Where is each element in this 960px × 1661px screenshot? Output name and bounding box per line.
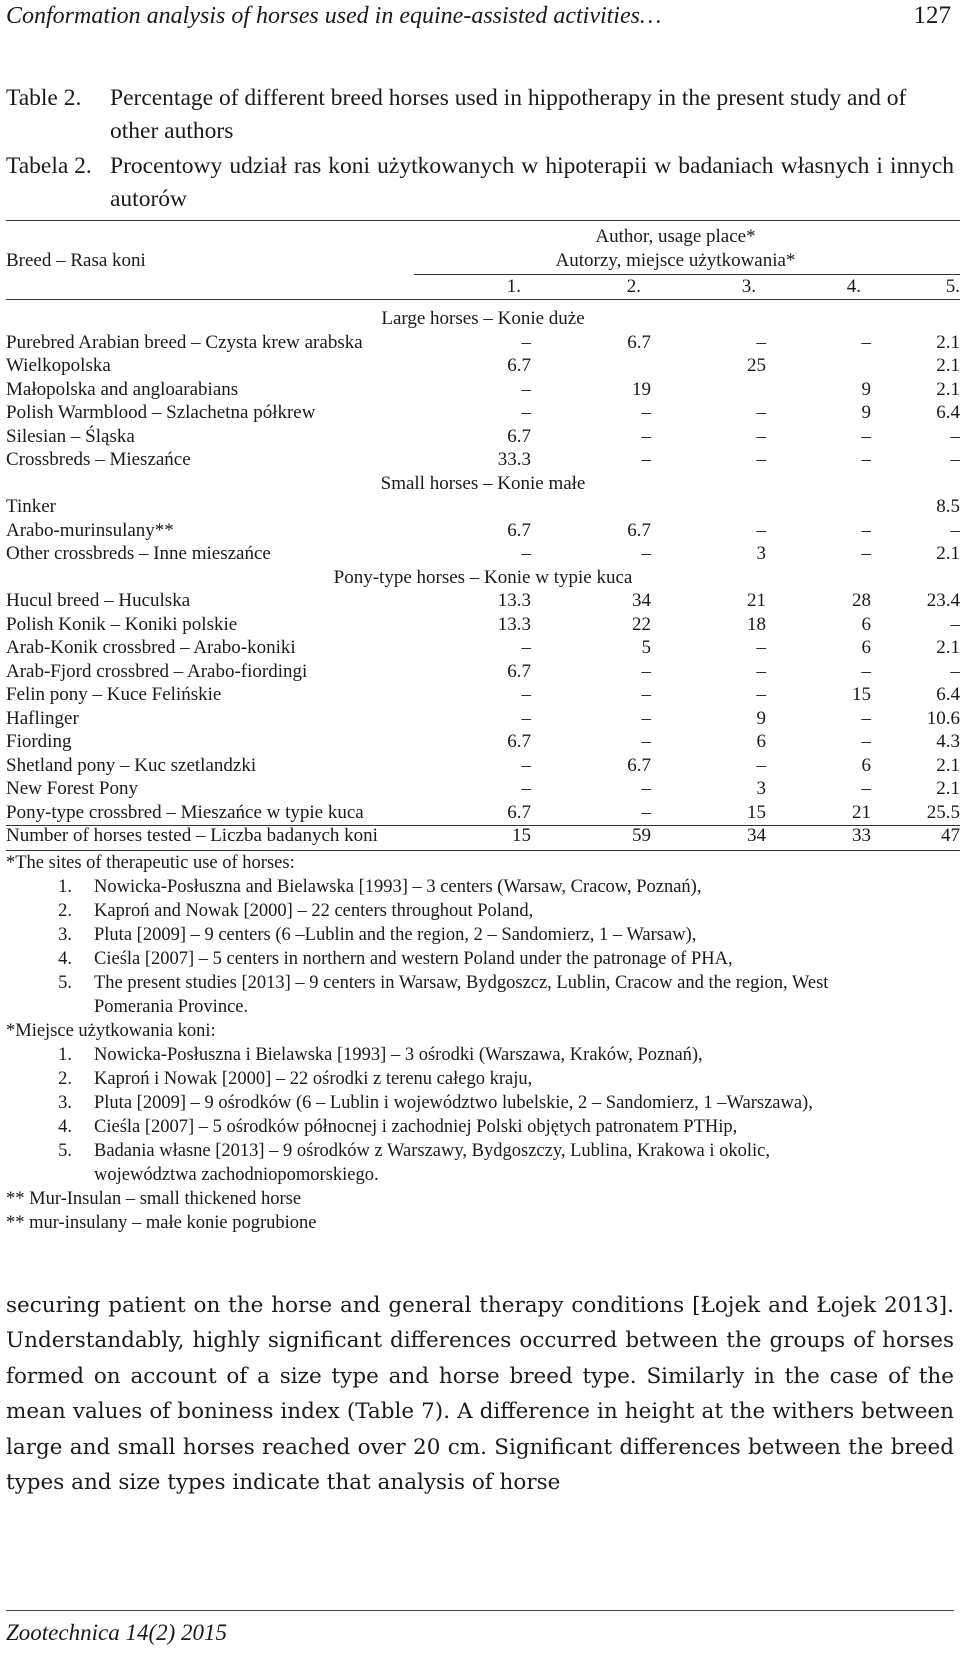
- breed-name: Purebred Arabian breed – Czysta krew arabska: [6, 331, 363, 353]
- table-cell-col2: –: [641, 543, 651, 564]
- table-cell-col3: 3: [756, 778, 766, 799]
- breed-name: Arab-Fjord crossbred – Arabo-fiordingi: [6, 660, 308, 682]
- table-cell-col4: 33: [852, 825, 871, 846]
- footnote-item: [6, 1091, 960, 1115]
- table-cell-col5: 6.4: [936, 402, 960, 423]
- running-header: [6, 2, 951, 38]
- table-cell-col1: 13.3: [497, 590, 531, 611]
- author-header-en: Author, usage place*: [595, 226, 756, 247]
- table-cell-col5: –: [950, 613, 960, 635]
- table-cell-col3: 3: [756, 543, 766, 564]
- table-cell-col5: 47: [941, 825, 960, 846]
- section-label: Large horses – Konie duże: [381, 308, 585, 329]
- table-cell-col1: 15: [512, 825, 531, 846]
- breed-name: Shetland pony – Kuc szetlandzki: [6, 754, 257, 776]
- table-cell-col5: 6.4: [936, 684, 960, 705]
- footnote-item: [6, 1139, 960, 1187]
- table-cell-col2: –: [641, 449, 651, 470]
- table-cell-col3: –: [756, 519, 766, 541]
- author-header-pl: Autorzy, miejsce użytkowania*: [555, 250, 796, 271]
- column-number-5: 5.: [945, 276, 960, 297]
- footnote-item-text: Badania własne [2013] – 9 ośrodków z Warszawy, Bydgoszczy, Lublina, Krakowa i okolic, województwa zachodniopomorskiego.: [94, 1141, 770, 1185]
- breed-name: Hucul breed – Huculska: [6, 590, 191, 611]
- footnote-item-text: Nowicka-Posłuszna i Bielawska [1993] – 3 ośrodki (Warszawa, Kraków, Poznań),: [94, 1045, 703, 1065]
- table-cell-col1: 6.7: [507, 801, 531, 823]
- author-header-rule: [414, 274, 960, 275]
- table-cell-col4: 21: [852, 801, 871, 823]
- table-cell-col5: –: [950, 425, 960, 447]
- breed-name: Crossbreds – Mieszańce: [6, 449, 191, 470]
- table-row: [6, 519, 960, 543]
- footnote-item-number: 3.: [58, 1093, 72, 1113]
- table-cell-col4: –: [861, 425, 871, 447]
- footnote-item-number: 1.: [58, 877, 72, 897]
- table-cell-col2: –: [641, 801, 651, 823]
- caption-text-pl: Procentowy udział ras koni użytkowanych w hipoterapii w badaniach własnych i innych autorów: [110, 153, 954, 212]
- table-row: [6, 754, 960, 778]
- footnote-item: [6, 1067, 960, 1091]
- footnote-item-number: 2.: [58, 1069, 72, 1089]
- breed-name: Polish Konik – Koniki polskie: [6, 613, 238, 635]
- table-cell-col4: –: [861, 660, 871, 682]
- footnote-item: [6, 1043, 960, 1067]
- table-row: [6, 636, 960, 660]
- footnote-note-en: ** Mur-Insulan – small thickened horse: [6, 1189, 302, 1209]
- column-number-4: 4.: [846, 276, 861, 297]
- footnote-item: [6, 971, 960, 1019]
- breed-name: Haflinger: [6, 707, 79, 729]
- breed-name: Number of horses tested – Liczba badanych koni: [6, 825, 378, 846]
- column-number-1: 1.: [506, 276, 521, 297]
- table-cell-col3: –: [756, 331, 766, 353]
- breed-name: Polish Warmblood – Szlachetna półkrew: [6, 402, 316, 423]
- footnote-item-number: 2.: [58, 901, 72, 921]
- journal-footer: Zootechnica 14(2) 2015: [6, 1620, 228, 1645]
- table-cell-col4: 6: [861, 613, 871, 635]
- table-cell-col4: –: [861, 731, 871, 752]
- table-row: [6, 730, 960, 754]
- table-cell-col2: –: [641, 660, 651, 682]
- table-cell-col3: –: [756, 754, 766, 776]
- breed-name: Wielkopolska: [6, 355, 111, 376]
- table-cell-col3: 9: [756, 707, 766, 729]
- table-cell-col4: 15: [852, 684, 871, 705]
- table-cell-col5: 2.1: [936, 378, 960, 400]
- table-cell-col4: –: [861, 543, 871, 564]
- table-cell-col1: –: [521, 543, 531, 564]
- table-cell-col5: 4.3: [936, 731, 960, 752]
- breed-name: Fiording: [6, 731, 72, 752]
- table-cell-col2: –: [641, 778, 651, 799]
- table-cell-col1: 33.3: [497, 449, 531, 470]
- section-label: Pony-type horses – Konie w typie kuca: [333, 566, 633, 588]
- table-row: [6, 589, 960, 613]
- caption-label-en: Table 2.: [6, 85, 82, 111]
- table-cell-col1: 6.7: [507, 425, 531, 447]
- table-cell-col4: 9: [861, 402, 871, 423]
- table-cell-col1: 6.7: [507, 731, 531, 752]
- footnote-item: [6, 1115, 960, 1139]
- footnote-note-pl: ** mur-insulany – małe konie pogrubione: [6, 1213, 317, 1233]
- footnote-item-number: 4.: [58, 949, 72, 969]
- table-cell-col4: 28: [852, 590, 871, 611]
- table-cell-col5: 2.1: [936, 778, 960, 799]
- footnote-item-number: 3.: [58, 925, 72, 945]
- table-cell-col2: –: [641, 402, 651, 423]
- table-cell-col1: –: [521, 402, 531, 423]
- footnote-item-number: 5.: [58, 973, 72, 993]
- caption-text-en: Percentage of different breed horses used in hippotherapy in the present study and of other authors: [110, 85, 907, 144]
- table-cell-col5: 2.1: [936, 637, 960, 658]
- footnote-item-number: 5.: [58, 1141, 72, 1161]
- table-cell-col5: 2.1: [936, 355, 960, 376]
- table-caption-en: [6, 82, 954, 148]
- footnote-item-text: Kaproń and Nowak [2000] – 22 centers throughout Poland,: [94, 901, 534, 921]
- table-cell-col4: –: [861, 778, 871, 799]
- table-cell-col1: 13.3: [497, 613, 531, 635]
- breed-name: Other crossbreds – Inne mieszańce: [6, 543, 271, 564]
- breed-name: Felin pony – Kuce Felińskie: [6, 684, 222, 705]
- table-cell-col5: –: [950, 449, 960, 470]
- table-section-header: [6, 472, 960, 496]
- breed-name: Silesian – Śląska: [6, 425, 135, 447]
- table-row: [6, 448, 960, 472]
- table-cell-col2: 34: [632, 590, 651, 611]
- table-total-row: [6, 824, 960, 848]
- table-cell-col5: –: [950, 660, 960, 682]
- table-row: [6, 801, 960, 825]
- footnote-item: [6, 947, 960, 971]
- footnote-item: [6, 875, 960, 899]
- table-cell-col1: –: [521, 331, 531, 353]
- table-cell-col3: 18: [747, 613, 766, 635]
- table-cell-col5: 2.1: [936, 754, 960, 776]
- table-section-header: [6, 566, 960, 590]
- table-cell-col3: 21: [747, 590, 766, 611]
- table-row: [6, 777, 960, 801]
- table-cell-col5: 23.4: [926, 590, 960, 611]
- footnote-item-text: Cieśla [2007] – 5 ośrodków północnej i zachodniej Polski objętych patronatem PTHip,: [94, 1117, 738, 1137]
- table-row: [6, 425, 960, 449]
- table-cell-col5: 2.1: [936, 331, 960, 353]
- table-cell-col3: –: [756, 684, 766, 705]
- table-cell-col3: –: [756, 402, 766, 423]
- table-cell-col1: 6.7: [507, 660, 531, 682]
- table-cell-col2: 6.7: [627, 331, 651, 353]
- table-row: [6, 495, 960, 519]
- table-cell-col5: –: [950, 519, 960, 541]
- footnote-item-text: Pluta [2009] – 9 centers (6 –Lublin and the region, 2 – Sandomierz, 1 – Warsaw),: [94, 925, 697, 945]
- table-cell-col2: 6.7: [627, 754, 651, 776]
- column-number-3: 3.: [741, 276, 756, 297]
- footnote-item-text: Nowicka-Posłuszna and Bielawska [1993] – 3 centers (Warsaw, Cracow, Poznań),: [94, 877, 702, 897]
- table-cell-col2: –: [641, 731, 651, 752]
- table-row: [6, 707, 960, 731]
- table-cell-col4: –: [861, 449, 871, 470]
- table-cell-col2: –: [641, 425, 651, 447]
- table-row: [6, 331, 960, 355]
- table-row: [6, 613, 960, 637]
- table-cell-col3: 6: [756, 731, 766, 752]
- table-cell-col3: –: [756, 425, 766, 447]
- running-title: Conformation analysis of horses used in equine-assisted activities…: [6, 3, 662, 29]
- table-cell-col2: 19: [632, 378, 651, 400]
- footnote-item-text: The present studies [2013] – 9 centers in Warsaw, Bydgoszcz, Lublin, Cracow and the region, West Pomerania Province.: [94, 973, 829, 1017]
- breed-name: Arab-Konik crossbred – Arabo-koniki: [6, 637, 296, 658]
- table-cell-col2: 5: [641, 637, 651, 658]
- body-paragraph: securing patient on the horse and general therapy conditions [Łojek and Łojek 2013]. Understandably, highly significant differences occurred between the groups of horses formed on account of a size type and horse breed type. Similarly in the case of the mean values of boniness index (Table 7). A difference in height at the withers between large and small horses reached over 20 cm. Significant differences between the breed types and size types indicate that analysis of horse: [6, 1293, 954, 1496]
- footnote-item-text: Pluta [2009] – 9 ośrodków (6 – Lublin i województwo lubelskie, 2 – Sandomierz, 1 –Warszawa),: [94, 1093, 813, 1113]
- page-number: 127: [913, 2, 951, 29]
- breed-name: Małopolska and angloarabians: [6, 378, 239, 400]
- table-section-header: [6, 307, 960, 331]
- table-row: [6, 660, 960, 684]
- section-label: Small horses – Konie małe: [380, 472, 586, 494]
- table-cell-col3: –: [756, 637, 766, 658]
- table-cell-col2: –: [641, 684, 651, 705]
- table-cell-col4: 6: [861, 637, 871, 658]
- table-cell-col1: 6.7: [507, 519, 531, 541]
- footnote-item: [6, 899, 960, 923]
- table-cell-col3: 25: [747, 355, 766, 376]
- table-cell-col1: 6.7: [507, 355, 531, 376]
- table-caption-pl: [6, 150, 954, 216]
- footnote-item-number: 1.: [58, 1045, 72, 1065]
- table-cell-col3: –: [756, 449, 766, 470]
- header-bottom-rule: [6, 299, 960, 300]
- table-cell-col2: 6.7: [627, 519, 651, 541]
- breed-name: New Forest Pony: [6, 778, 138, 799]
- table-cell-col5: 8.5: [936, 496, 960, 517]
- table-cell-col2: 59: [632, 825, 651, 846]
- table-cell-col4: 9: [861, 378, 871, 400]
- table-cell-col3: 15: [747, 801, 766, 823]
- table-cell-col1: –: [521, 778, 531, 799]
- footnote-sites-pl-title: *Miejsce użytkowania koni:: [6, 1021, 216, 1041]
- table-row: [6, 683, 960, 707]
- table-cell-col1: –: [521, 378, 531, 400]
- breed-name: Tinker: [6, 496, 56, 517]
- footnote-item-text: Kaproń i Nowak [2000] – 22 ośrodki z terenu całego kraju,: [94, 1069, 533, 1089]
- table-cell-col1: –: [521, 754, 531, 776]
- table-cell-col1: –: [521, 637, 531, 658]
- table-cell-col4: –: [861, 331, 871, 353]
- footnote-item: [6, 923, 960, 947]
- table-cell-col2: 22: [632, 613, 651, 635]
- table-row: [6, 354, 960, 378]
- breed-column-header: Breed – Rasa koni: [6, 250, 146, 271]
- table-cell-col3: 34: [747, 825, 766, 846]
- table-cell-col1: –: [521, 684, 531, 705]
- table-top-rule: [6, 220, 960, 221]
- table-cell-col4: –: [861, 707, 871, 729]
- table-cell-col4: 6: [861, 754, 871, 776]
- column-number-2: 2.: [626, 276, 641, 297]
- table-cell-col5: 10.6: [926, 707, 960, 729]
- footnote-sites-en-title: *The sites of therapeutic use of horses:: [6, 853, 295, 873]
- table-row: [6, 401, 960, 425]
- table-cell-col3: –: [756, 660, 766, 682]
- table-cell-col1: –: [521, 707, 531, 729]
- table-cell-col2: –: [641, 707, 651, 729]
- table-row: [6, 542, 960, 566]
- footnote-item-number: 4.: [58, 1117, 72, 1137]
- footer-rule: [6, 1610, 954, 1611]
- table-cell-col4: –: [861, 519, 871, 541]
- footnote-item-text: Cieśla [2007] – 5 centers in northern and western Poland under the patronage of PHA,: [94, 949, 733, 969]
- table-cell-col5: 2.1: [936, 543, 960, 564]
- table-row: [6, 378, 960, 402]
- table-cell-col5: 25.5: [926, 801, 960, 823]
- breed-name: Arabo-murinsulany**: [6, 519, 174, 541]
- breed-name: Pony-type crossbred – Mieszańce w typie kuca: [6, 801, 364, 823]
- caption-label-pl: Tabela 2.: [6, 153, 92, 179]
